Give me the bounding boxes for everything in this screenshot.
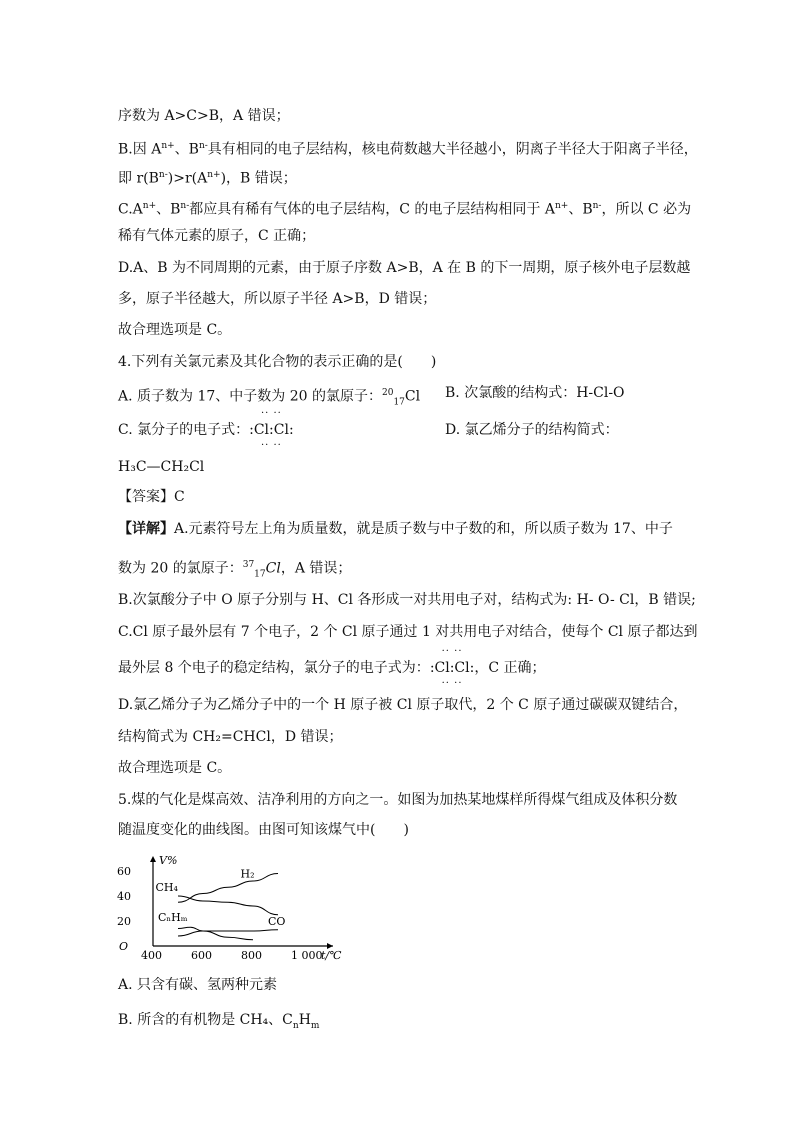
option-4b: B. 次氯酸的结构式：H-Cl-O <box>445 385 625 401</box>
electron-formula: ·· ·· :Cl:Cl: ·· ·· <box>429 646 475 689</box>
detail-line: C.Cl 原子最外层有 7 个电子，2 个 Cl 原子通过 1 对共用电子对结合，使每个 Cl 原子都达到 <box>118 624 698 640</box>
electron-formula: ·· ·· :Cl:Cl: ·· ·· <box>249 408 294 451</box>
x-tick-label: 1 000 <box>291 949 323 962</box>
series-line <box>178 930 278 936</box>
detail-line: 结构简式为 CH₂=CHCl，D 错误； <box>118 729 343 745</box>
option-5a: A. 只含有碳、氢两种元素 <box>118 977 278 993</box>
series-label: CₙHₘ <box>158 911 188 924</box>
answer-label: 【答案】C <box>118 489 185 505</box>
text-line: 稀有气体元素的原子，C 正确； <box>118 228 316 244</box>
detail-line: D.氯乙烯分子为乙烯分子中的一个 H 原子被 Cl 原子取代，2 个 C 原子通过碳碳双键结合， <box>118 697 688 713</box>
x-tick-label: 800 <box>241 949 262 962</box>
detail-line: 故合理选项是 C。 <box>118 760 232 776</box>
y-tick-label: O <box>119 940 129 953</box>
detail-line: 数为 20 的氯原子：$^{37}_{17}$Cl，A 错误； <box>118 560 352 580</box>
series-label: CO <box>268 914 286 928</box>
series-line <box>178 874 278 903</box>
text-line: $C.A^{n+}$、$B^{n-}$都应具有稀有气体的电子层结构，C 的电子层结构相同于 $A^{n+}$、$B^{n-}$，所以 C 必为 <box>118 201 692 218</box>
series-label: H₂ <box>240 867 255 881</box>
question-5: 5.煤的气化是煤高效、洁净利用的方向之一。如图为加热某地煤样所得煤气组成及体积分数 <box>118 792 678 808</box>
text-line: 多，原子半径越大，所以原子半径 A>B，D 错误； <box>118 291 437 307</box>
series-line <box>178 896 278 915</box>
x-axis-label: t/℃ <box>321 949 342 962</box>
option-4d-formula: H₃C—CH₂Cl <box>118 459 205 475</box>
detail-line: B.次氯酸分子中 O 原子分别与 H、Cl 各形成一对共用电子对，结构式为: H- O- Cl，B 错误; <box>118 592 696 608</box>
option-4d: D. 氯乙烯分子的结构简式： <box>445 422 619 438</box>
y-axis-label: V% <box>159 854 178 867</box>
text-line: D.A、B 为不同周期的元素，由于原子序数 A>B，A 在 B 的下一周期，原子核外电子层数越 <box>118 260 691 276</box>
option-4a: A. 质子数为 17、中子数为 20 的氯原子：$^{20}_{17}$Cl <box>118 388 421 408</box>
option-5b: B. 所含的有机物是 CH₄、$C_nH_m$ <box>118 1012 320 1031</box>
text-line: 序数为 A>C>B，A 错误； <box>118 108 290 124</box>
y-tick-label: 40 <box>117 890 131 903</box>
option-4c: C. 氯分子的电子式： ·· ·· :Cl:Cl: ·· ·· <box>118 408 294 451</box>
x-tick-label: 400 <box>141 949 162 962</box>
text-line: B.因 $A^{n+}$、$B^{n-}$具有相同的电子层结构，核电荷数越大半径越小，阴离子半径大于阳离子半径， <box>118 141 698 158</box>
y-tick-label: 60 <box>117 865 131 878</box>
x-tick-label: 600 <box>191 949 212 962</box>
text-line: 故合理选项是 C。 <box>118 322 232 338</box>
detail-line: 最外层 8 个电子的稳定结构，氯分子的电子式为： ·· ·· :Cl:Cl: ·· ·· ，C 正确； <box>118 646 546 689</box>
detail-line: 【详解】A.元素符号左上角为质量数，就是质子数与中子数的和，所以质子数为 17、中子 <box>118 521 673 537</box>
text-line: 即 $r(B^{n-})>r(A^{n+})$，B 错误； <box>118 170 297 187</box>
question-5: 随温度变化的曲线图。由图可知该煤气中( ) <box>118 822 409 838</box>
y-tick-label: 20 <box>117 915 131 928</box>
gas-composition-chart <box>115 850 342 965</box>
question-4: 4.下列有关氯元素及其化合物的表示正确的是( ) <box>118 354 437 370</box>
series-label: CH₄ <box>155 881 178 894</box>
y-axis-arrow <box>150 856 156 862</box>
